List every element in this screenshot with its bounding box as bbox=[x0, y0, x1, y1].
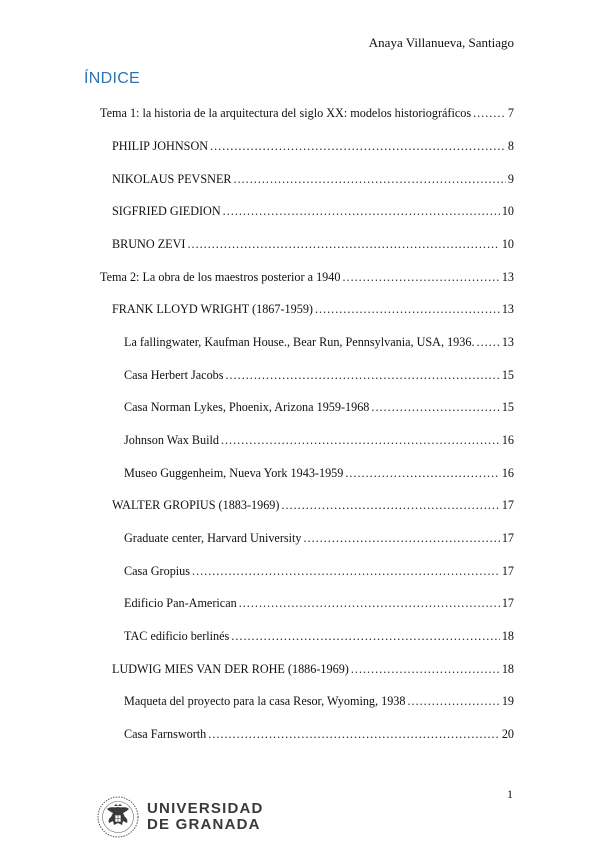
toc-entry-page: 17 bbox=[501, 564, 514, 578]
toc-entry-tema-1[interactable] bbox=[100, 106, 514, 124]
dot-leader bbox=[234, 172, 506, 187]
toc-entry-page: 18 bbox=[501, 629, 514, 643]
toc-entry-frank-lloyd-wright[interactable] bbox=[112, 302, 514, 320]
dot-leader bbox=[208, 727, 500, 742]
dot-leader bbox=[342, 270, 499, 285]
toc-entry-page: 15 bbox=[501, 368, 514, 382]
toc-entry-title: LUDWIG MIES VAN DER ROHE (1886-1969) bbox=[112, 662, 349, 676]
dot-leader bbox=[226, 368, 500, 383]
dot-leader bbox=[239, 596, 500, 611]
header-author: Anaya Villanueva, Santiago bbox=[368, 35, 514, 50]
dot-leader bbox=[315, 302, 500, 317]
toc-entry-title: Graduate center, Harvard University bbox=[124, 531, 302, 545]
toc-entry-title: SIGFRIED GIEDION bbox=[112, 204, 221, 218]
toc-entry-casa-resor[interactable] bbox=[124, 694, 514, 712]
toc-entry-title: Casa Herbert Jacobs bbox=[124, 368, 224, 382]
dot-leader bbox=[351, 662, 500, 677]
university-crest-icon bbox=[97, 796, 139, 838]
toc-entry-johnson-wax[interactable] bbox=[124, 433, 514, 451]
dot-leader bbox=[192, 564, 500, 579]
toc-entry-title: Tema 1: la historia de la arquitectura del siglo XX: modelos historiográficos bbox=[100, 106, 472, 120]
toc-entry-page: 7 bbox=[507, 106, 514, 120]
toc-entry-title: Tema 2: La obra de los maestros posterior a 1940 bbox=[100, 270, 341, 284]
toc-entry-page: 17 bbox=[501, 531, 514, 545]
toc-entry-fallingwater[interactable] bbox=[124, 335, 514, 353]
toc-entry-title: Casa Farnsworth bbox=[124, 727, 207, 741]
toc-entry-page: 17 bbox=[501, 498, 514, 512]
toc-entry-casa-farnsworth[interactable] bbox=[124, 727, 514, 745]
toc-entry-page: 18 bbox=[501, 662, 514, 676]
toc-entry-title: La fallingwater, Kaufman House., Bear Run, Pennsylvania, USA, 1936. bbox=[124, 335, 475, 349]
dot-leader bbox=[345, 466, 499, 481]
toc-entry-title: TAC edificio berlinés bbox=[124, 629, 230, 643]
toc-entry-tac-edificio[interactable] bbox=[124, 629, 514, 647]
toc-entry-graduate-center[interactable] bbox=[124, 531, 514, 549]
toc-entry-title: Casa Norman Lykes, Phoenix, Arizona 1959-1968 bbox=[124, 400, 370, 414]
dot-leader bbox=[407, 694, 499, 709]
toc-entry-title: WALTER GROPIUS (1883-1969) bbox=[112, 498, 280, 512]
toc-entry-page: 16 bbox=[501, 466, 514, 480]
toc-entry-page: 13 bbox=[501, 302, 514, 316]
toc-entry-page: 9 bbox=[507, 172, 514, 186]
toc-entry-casa-norman-lykes[interactable] bbox=[124, 400, 514, 418]
toc-entry-page: 10 bbox=[501, 204, 514, 218]
toc-entry-museo-guggenheim[interactable] bbox=[124, 466, 514, 484]
toc-entry-casa-herbert-jacobs[interactable] bbox=[124, 368, 514, 386]
toc-entry-walter-gropius[interactable] bbox=[112, 498, 514, 516]
toc-entry-page: 16 bbox=[501, 433, 514, 447]
toc-entry-nikolaus-pevsner[interactable] bbox=[112, 172, 514, 190]
toc-entry-page: 10 bbox=[501, 237, 514, 251]
toc-entry-page: 19 bbox=[501, 694, 514, 708]
toc-entry-title: BRUNO ZEVI bbox=[112, 237, 186, 251]
dot-leader bbox=[231, 629, 500, 644]
toc-entry-page: 13 bbox=[501, 335, 514, 349]
dot-leader bbox=[371, 400, 499, 415]
dot-leader bbox=[477, 335, 500, 350]
toc-entry-philip-johnson[interactable] bbox=[112, 139, 514, 157]
university-name bbox=[147, 801, 264, 833]
toc-entry-bruno-zevi[interactable] bbox=[112, 237, 514, 255]
toc-entry-title: NIKOLAUS PEVSNER bbox=[112, 172, 232, 186]
toc-entry-title: Maqueta del proyecto para la casa Resor, Wyoming, 1938 bbox=[124, 694, 406, 708]
toc-entry-page: 13 bbox=[501, 270, 514, 284]
dot-leader bbox=[223, 204, 500, 219]
dot-leader bbox=[210, 139, 506, 154]
toc-entry-title: Edificio Pan-American bbox=[124, 596, 237, 610]
toc-entry-page: 15 bbox=[501, 400, 514, 414]
university-name-line2: DE GRANADA bbox=[147, 816, 261, 833]
toc-entry-edificio-pan-american[interactable] bbox=[124, 596, 514, 614]
toc-entry-page: 17 bbox=[501, 596, 514, 610]
page-number: 1 bbox=[507, 787, 513, 801]
toc-entry-title: PHILIP JOHNSON bbox=[112, 139, 209, 153]
toc-heading: ÍNDICE bbox=[84, 70, 141, 87]
toc-entry-title: Casa Gropius bbox=[124, 564, 191, 578]
dot-leader bbox=[304, 531, 500, 546]
university-name-line1: UNIVERSIDAD bbox=[147, 800, 264, 817]
toc-entry-title: Johnson Wax Build bbox=[124, 433, 219, 447]
toc-entry-page: 20 bbox=[501, 727, 514, 741]
dot-leader bbox=[473, 106, 506, 121]
dot-leader bbox=[281, 498, 499, 513]
toc-entry-title: Museo Guggenheim, Nueva York 1943-1959 bbox=[124, 466, 344, 480]
toc-entry-casa-gropius[interactable] bbox=[124, 564, 514, 582]
dot-leader bbox=[187, 237, 499, 252]
toc-entry-mies-van-der-rohe[interactable] bbox=[112, 662, 514, 680]
university-logo bbox=[97, 796, 264, 838]
toc-entry-tema-2[interactable] bbox=[100, 270, 514, 288]
toc-entry-page: 8 bbox=[507, 139, 514, 153]
toc-entry-sigfried-giedion[interactable] bbox=[112, 204, 514, 222]
dot-leader bbox=[221, 433, 500, 448]
toc-entry-title: FRANK LLOYD WRIGHT (1867-1959) bbox=[112, 302, 313, 316]
